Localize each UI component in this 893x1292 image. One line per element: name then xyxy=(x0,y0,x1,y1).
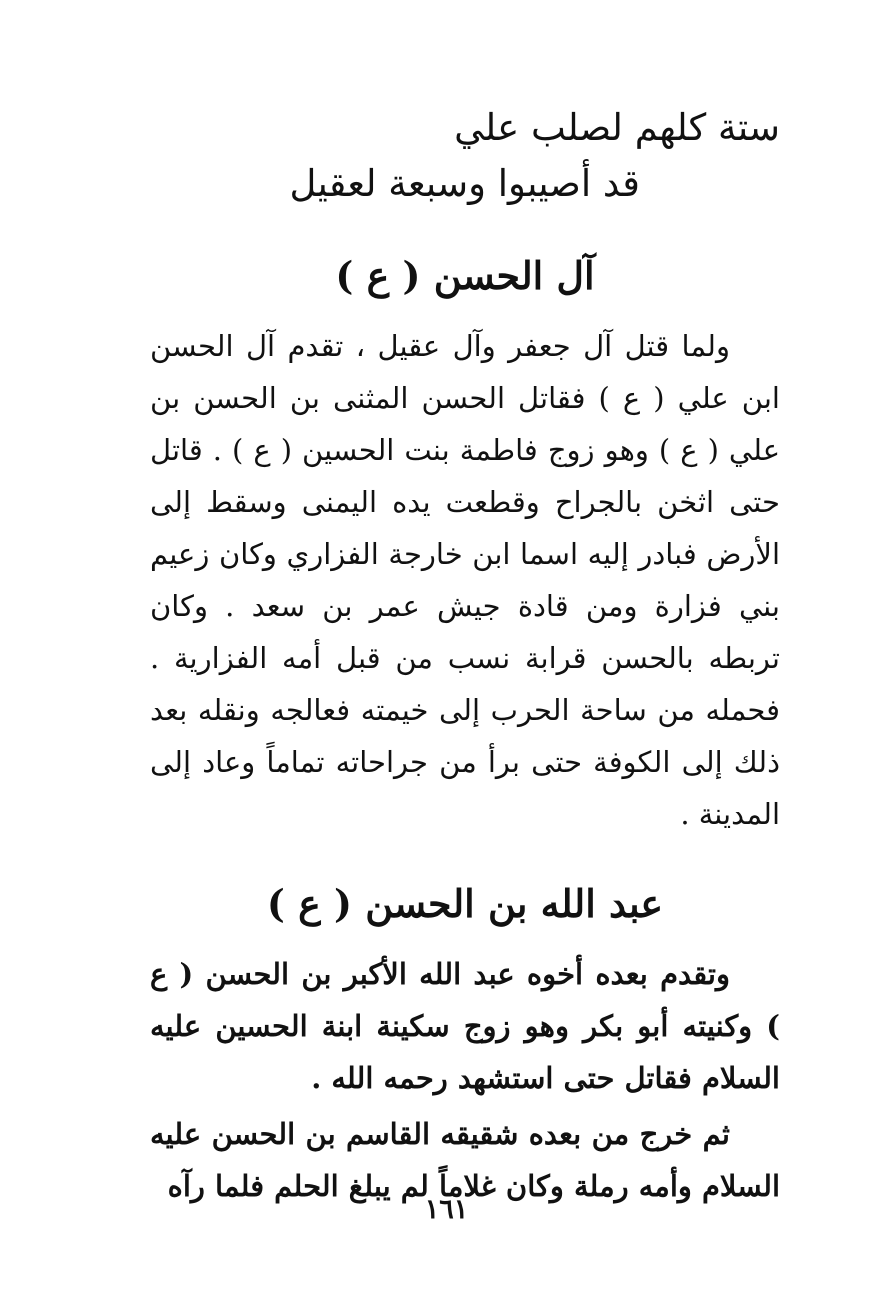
page-number: ١٦١ xyxy=(424,1194,469,1225)
poem-verse-2: قد أصيبوا وسبعة لعقيل xyxy=(289,162,640,205)
paragraph-al-hasan: ولما قتل آل جعفر وآل عقيل ، تقدم آل الحسن ابن علي ( ع ) فقاتل الحسن المثنى بن الحسن بن علي ( ع ) وهو زوج فاطمة بنت الحسين ( ع ) . قاتل حتى اثخن بالجراح وقطعت يده اليمنى وسقط إلى الأرض فبادر إليه اسما ابن خارجة الفزاري وكان زعيم بني فزارة ومن قادة جيش عمر بن سعد . وكان تربطه بالحسن قرابة نسب من قبل أمه الفزارية . فحمله من ساحة الحرب إلى خيمته فعالجه ونقله بعد ذلك إلى الكوفة حتى برأ من جراحاته تماماً وعاد إلى المدينة . xyxy=(150,329,780,831)
section-heading-al-hasan: آل الحسن ( ع ) xyxy=(335,253,595,298)
page-body xyxy=(150,100,780,1212)
section-heading-abdullah: عبد الله بن الحسن ( ع ) xyxy=(266,881,664,926)
paragraph-abdullah: وتقدم بعده أخوه عبد الله الأكبر بن الحسن ( ع ) وكنيته أبو بكر وهو زوج سكينة ابنة الحسين عليه السلام فقاتل حتى استشهد رحمه الله . xyxy=(150,957,780,1095)
paragraph-qasim: ثم خرج من بعده شقيقه القاسم بن الحسن عليه السلام وأمه رملة وكان غلاماً لم يبلغ الحلم فلما رآه xyxy=(150,1117,780,1203)
poem-verse-1: ستة كلهم لصلب علي xyxy=(454,106,780,149)
